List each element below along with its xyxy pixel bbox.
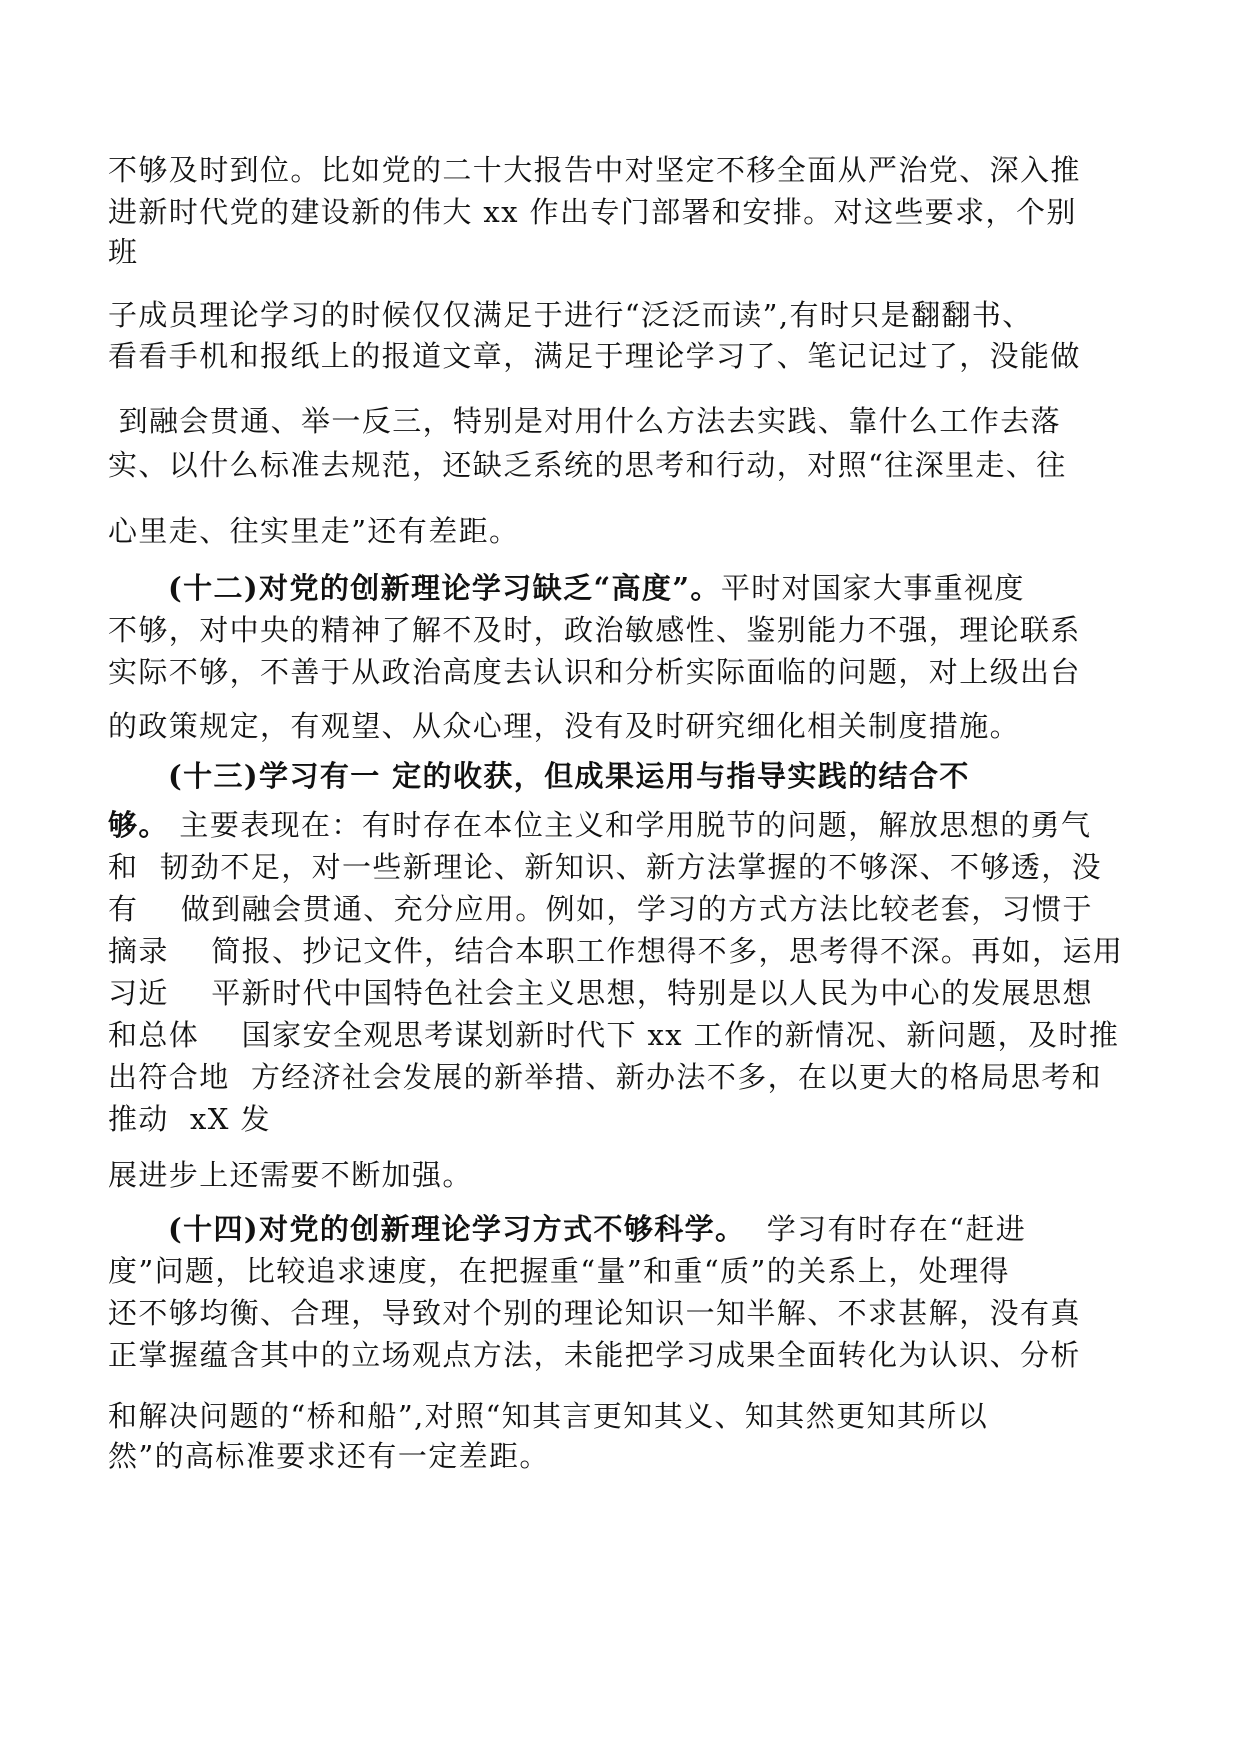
section-12-heading: (十二)对党的创新理论学习缺乏“高度”。 — [168, 571, 721, 605]
body-text-line: 心里走、往实里走”还有差距。 — [108, 514, 520, 548]
body-text-line: 实、以什么标准去规范，还缺乏系统的思考和行动，对照“往深里走、往 — [108, 448, 1067, 482]
section-13-heading: (十三)学习有一 定的收获，但成果运用与指导实践的结合不 — [168, 759, 970, 793]
section-14-first-line — [168, 1211, 1198, 1247]
section-13-heading-end: 够。 — [108, 808, 169, 842]
body-text-line: 到融会贯通、举一反三，特别是对用什么方法去实践、靠什么工作去落 — [108, 404, 1062, 438]
section-12-first-line — [168, 570, 1198, 606]
section-14-heading: (十四)对党的创新理论学习方式不够科学。 — [168, 1212, 746, 1246]
body-text: 主要表现在：有时存在本位主义和学用脱节的问题，解放思想的勇气 — [168, 808, 1092, 842]
body-text-line: 度”问题，比较追求速度，在把握重“量”和重“质”的关系上，处理得 — [108, 1254, 1010, 1288]
body-text-line: 子成员理论学习的时候仅仅满足于进行“泛泛而读”,有时只是翻翻书、 — [108, 298, 1033, 332]
body-text-line: 摘录 简报、抄记文件，结合本职工作想得不多，思考得不深。再如，运用 — [108, 934, 1124, 968]
body-text: 学习有时存在“赶进 — [745, 1212, 1027, 1246]
body-text-line: 的政策规定，有观望、从众心理，没有及时研究细化相关制度措施。 — [108, 709, 1021, 743]
section-13-second-line — [108, 807, 1138, 843]
body-text-line: 和总体 国家安全观思考谋划新时代下 xx 工作的新情况、新问题，及时推 — [108, 1018, 1120, 1052]
body-text-line: 展进步上还需要不断加强。 — [108, 1158, 473, 1192]
body-text-line: 看看手机和报纸上的报道文章，满足于理论学习了、笔记记过了，没能做 — [108, 339, 1081, 373]
body-text-line: 推动 xX 发 — [108, 1102, 271, 1136]
body-text-line: 有 做到融会贯通、充分应用。例如，学习的方式方法比较老套，习惯于 — [108, 892, 1093, 926]
body-text-line: 还不够均衡、合理，导致对个别的理论知识一知半解、不求甚解，没有真 — [108, 1296, 1081, 1330]
body-text-line: 习近 平新时代中国特色社会主义思想，特别是以人民为中心的发展思想 — [108, 976, 1093, 1010]
body-text-line: 不够及时到位。比如党的二十大报告中对坚定不移全面从严治党、深入推 — [108, 153, 1081, 187]
body-text-line: 出符合地 方经济社会发展的新举措、新办法不多，在以更大的格局思考和 — [108, 1060, 1103, 1094]
body-text: 平时对国家大事重视度 — [720, 571, 1025, 605]
body-text-line: 和 韧劲不足，对一些新理论、新知识、新方法掌握的不够深、不够透，没 — [108, 850, 1103, 884]
body-text-line: 实际不够，不善于从政治高度去认识和分析实际面临的问题，对上级出台 — [108, 655, 1081, 689]
body-text-line: 然”的高标准要求还有一定差距。 — [108, 1439, 550, 1473]
body-text-line: 正掌握蕴含其中的立场观点方法，未能把学习成果全面转化为认识、分析 — [108, 1338, 1081, 1372]
body-text-line: 和解决问题的“桥和船”,对照“知其言更知其义、知其然更知其所以 — [108, 1399, 989, 1433]
body-text-line: 不够，对中央的精神了解不及时，政治敏感性、鉴别能力不强，理论联系 — [108, 613, 1081, 647]
body-text-line: 进新时代党的建设新的伟大 xx 作出专门部署和安排。对这些要求，个别 — [108, 195, 1077, 229]
body-text-line: 班 — [108, 235, 139, 269]
